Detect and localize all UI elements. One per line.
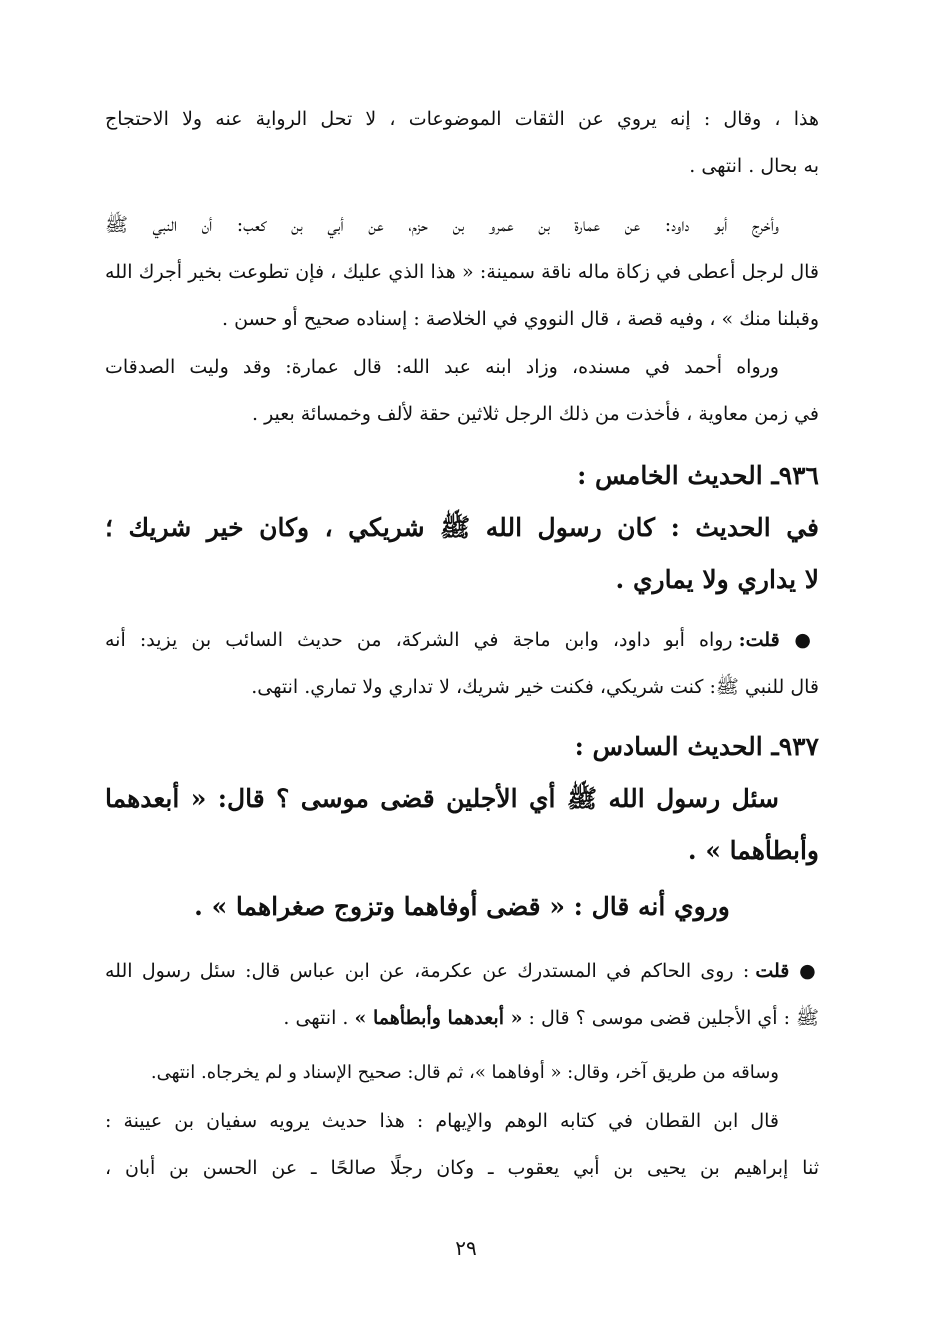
hadith-text: لا يداري ولا يماري . [615,565,819,594]
note-label: ● قلت: [738,629,819,651]
paragraph-line: به بحال . انتهى . [689,155,819,177]
section-heading: ٩٣٦ـ الحديث الخامس : [577,461,819,490]
note-937 [105,948,819,1042]
paragraph-1 [105,96,819,190]
note-label: ● قلت [755,960,819,982]
paragraph-3 [105,344,819,438]
paragraph-2 [105,202,819,343]
note-text: ﷺ : أي الأجلين قضى موسى ؟ قال : [522,1007,819,1029]
paragraph-4 [105,1049,819,1096]
section-heading: ٩٣٧ـ الحديث السادس : [574,732,819,761]
paragraph-line: وأخرج أبو داود: عن عمارة بن عمرو بن حزم، عن أبي بن كعب: أن النبي ﷺ [105,214,779,236]
hadith-text: في الحديث : كان رسول الله ﷺ شريكي ، وكان خير شريك ؛ [105,513,819,542]
hadith-text: وروي أنه قال : « قضى أوفاهما وتزوج صغراهما » . [194,892,730,921]
hadith-text: وأبطأهما » . [687,836,819,865]
note-text: . انتهى . [283,1007,355,1029]
paragraph-5 [105,1098,819,1192]
paragraph-line: ثنا إبراهيم بن يحيى بن أبي يعقوب ـ وكان رجلًا صالحًا ـ عن الحسن بن أبان ، [105,1157,819,1179]
note-936 [105,617,819,711]
paragraph-line: قال لرجل أعطى في زكاة ماله ناقة سمينة: « هذا الذي عليك ، فإن تطوعت بخير أجرك الله [105,261,819,283]
paragraph-line: قال ابن القطان في كتابه الوهم والإيهام : هذا حديث يرويه سفيان بن عيينة : [105,1110,779,1132]
paragraph-line: قال للنبي ﷺ: كنت شريكي، فكنت خير شريك، لا تداري ولا تماري. انتهى. [251,676,819,698]
paragraph-line: ورواه أحمد في مسنده، وزاد ابنه عبد الله: قال عمارة: وقد وليت الصدقات [105,356,779,378]
page-number: ٢٩ [455,1236,477,1260]
hadith-text: سئل رسول الله ﷺ أي الأجلين قضى موسى ؟ قال: « أبعدهما [105,784,779,813]
hadith-937 [105,721,819,937]
hadith-936 [105,450,819,606]
note-text: : روى الحاكم في المستدرك عن عكرمة، عن ابن عباس قال: سئل رسول الله [105,960,756,982]
paragraph-line: في زمن معاوية ، فأخذت من ذلك الرجل ثلاثين حقة لألف وخمسائة بعير . [251,403,819,425]
quote-text: « أبعدهما وأبطأهما » [354,1007,523,1029]
paragraph-line: وساقه من طريق آخر، وقال: « أوفاهما »، ثم قال: صحيح الإسناد و لم يخرجاه. انتهى. [150,1062,779,1083]
note-text: رواه أبو داود، وابن ماجة في الشركة، من حديث السائب بن يزيد: أنه [105,629,739,651]
paragraph-line: هذا ، وقال : إنه يروي عن الثقات الموضوعات ، لا تحل الرواية عنه ولا الاحتجاج [105,108,819,130]
paragraph-line: وقبلنا منك » ، وفيه قصة ، قال النووي في الخلاصة : إسناده صحيح أو حسن . [221,308,819,330]
